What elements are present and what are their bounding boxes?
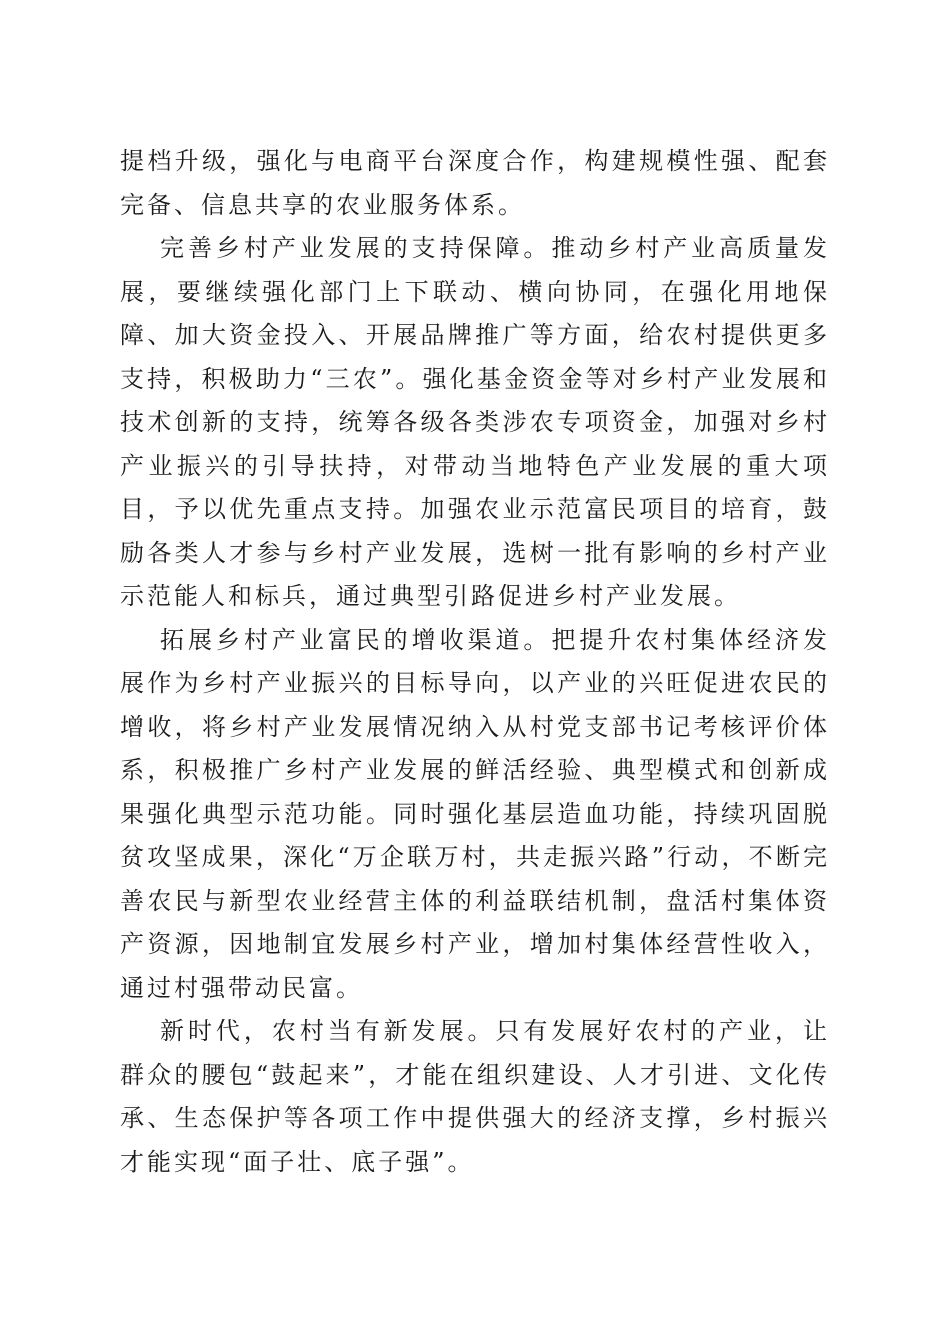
paragraph-support-guarantee: 完善乡村产业发展的支持保障。推动乡村产业高质量发展，要继续强化部门上下联动、横向协同，在强化用地保障、加大资金投入、开展品牌推广等方面，给农村提供更多支持，积极助力“三农”。强化基金资金等对乡村产业发展和技术创新的支持，统筹各级各类涉农专项资金，加强对乡村产业振兴的引导扶持，对带动当地特色产业发展的重大项目，予以优先重点支持。加强农业示范富民项目的培育，鼓励各类人才参与乡村产业发展，选树一批有影响的乡村产业示范能人和标兵，通过典型引路促进乡村产业发展。 <box>120 234 830 610</box>
paragraph-conclusion: 新时代，农村当有新发展。只有发展好农村的产业，让群众的腰包“鼓起来”，才能在组织建设、人才引进、文化传承、生态保护等各项工作中提供强大的经济支撑，乡村振兴才能实现“面子壮、底子强”。 <box>120 1017 830 1176</box>
paragraph-income-channels: 拓展乡村产业富民的增收渠道。把提升农村集体经济发展作为乡村产业振兴的目标导向，以产业的兴旺促进农民的增收，将乡村产业发展情况纳入从村党支部书记考核评价体系，积极推广乡村产业发展的鲜活经验、典型模式和创新成果强化典型示范功能。同时强化基层造血功能，持续巩固脱贫攻坚成果，深化“万企联万村，共走振兴路”行动，不断完善农民与新型农业经营主体的利益联结机制，盘活村集体资产资源，因地制宜发展乡村产业，增加村集体经营性收入，通过村强带动民富。 <box>120 625 830 1002</box>
document-body <box>120 140 830 1184</box>
paragraph-continuation: 提档升级，强化与电商平台深度合作，构建规模性强、配套完备、信息共享的农业服务体系。 <box>120 147 830 219</box>
